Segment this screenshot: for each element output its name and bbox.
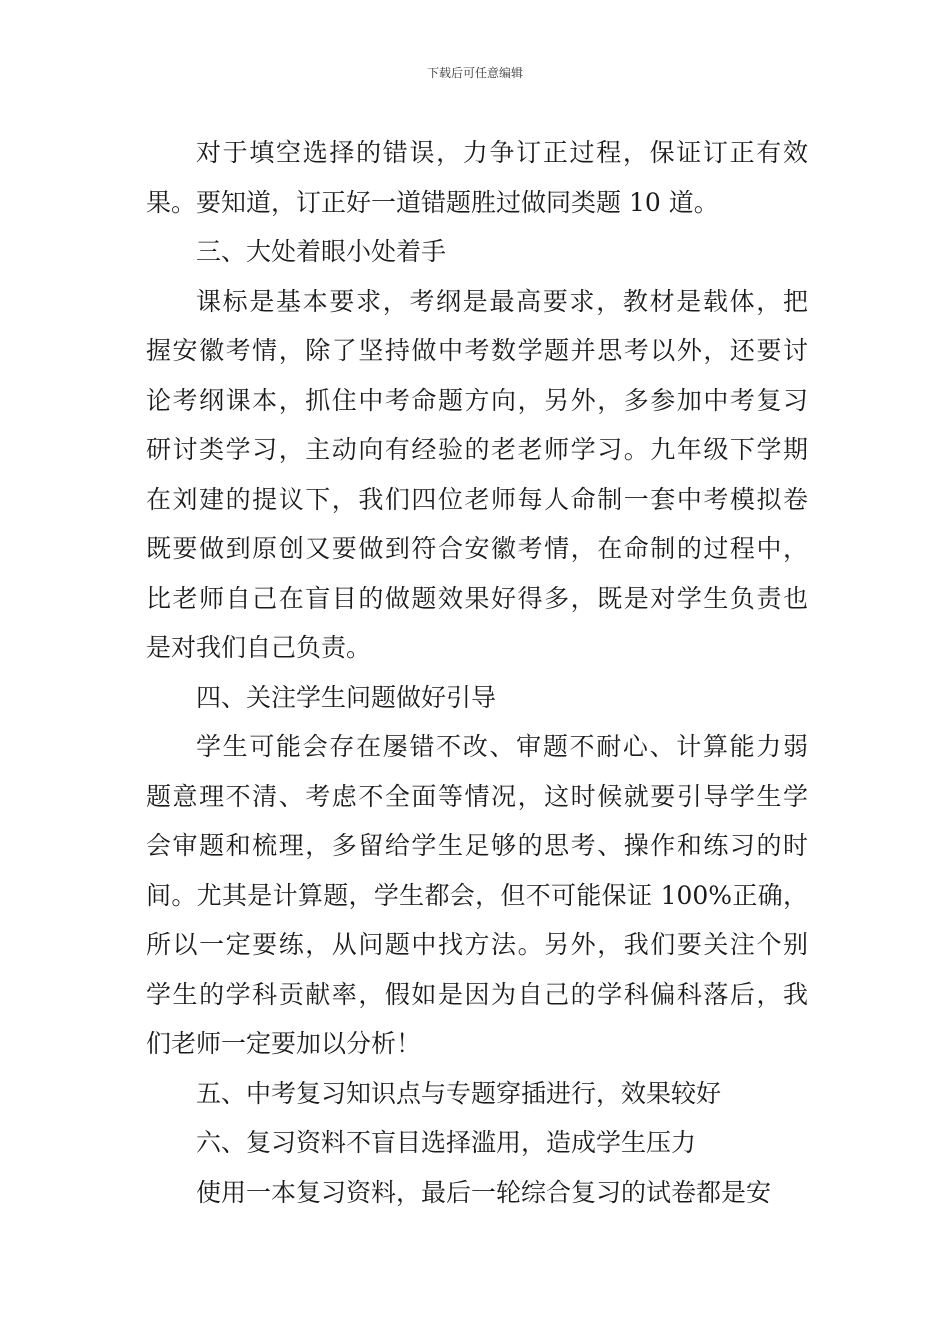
- paragraph-line: 对于填空选择的错误，力争订正过程，保证订正有效: [196, 138, 808, 167]
- paragraph-line: 使用一本复习资料，最后一轮综合复习的试卷都是安: [196, 1177, 772, 1207]
- header-note: 下载后可任意编辑: [426, 66, 523, 80]
- paragraph-line: 握安徽考情，除了坚持做中考数学题并思考以外，还要讨: [146, 336, 808, 365]
- paragraph-line: 们老师一定要加以分析！: [146, 1029, 422, 1058]
- section-heading: 五、中考复习知识点与专题穿插进行，效果较好: [196, 1078, 722, 1108]
- paragraph-line: 所以一定要练，从问题中找方法。另外，我们要关注个别: [146, 930, 808, 959]
- paragraph-line: 会审题和梳理，多留给学生足够的思考、操作和练习的时: [146, 831, 808, 860]
- document-body: [146, 128, 808, 1217]
- paragraph-line: 论考纲课本，抓住中考命题方向，另外，多参加中考复习: [146, 385, 808, 415]
- paragraph: [146, 1168, 808, 1218]
- paragraph-line: 课标是基本要求，考纲是最高要求，教材是载体，把: [196, 286, 808, 316]
- paragraph: [146, 722, 808, 1069]
- paragraph: [146, 277, 808, 673]
- paragraph-line: 果。要知道，订正好一道错题胜过做同类题 10 道。: [146, 187, 719, 217]
- paragraph-line: 是对我们自己负责。: [146, 633, 372, 662]
- paragraph-line: 研讨类学习，主动向有经验的老老师学习。九年级下学期: [146, 435, 808, 464]
- paragraph: [146, 128, 808, 227]
- paragraph-line: 比老师自己在盲目的做题效果好得多，既是对学生负责也: [146, 583, 808, 613]
- section-heading: 四、关注学生问题做好引导: [196, 682, 497, 712]
- paragraph-line: 题意理不清、考虑不全面等情况，这时候就要引导学生学: [146, 781, 808, 811]
- paragraph-line: 学生的学科贡献率，假如是因为自己的学科偏科落后，我: [146, 979, 808, 1009]
- paragraph-line: 在刘建的提议下，我们四位老师每人命制一套中考模拟卷: [146, 484, 808, 514]
- section-heading: 六、复习资料不盲目选择滥用，造成学生压力: [196, 1128, 697, 1157]
- section-heading: 三、大处着眼小处着手: [196, 237, 447, 266]
- paragraph-line: 既要做到原创又要做到符合安徽考情，在命制的过程中，: [146, 534, 808, 563]
- paragraph-line: 学生可能会存在屡错不改、审题不耐心、计算能力弱: [196, 732, 808, 761]
- paragraph-line: 间。尤其是计算题，学生都会，但不可能保证 100%正确，: [146, 880, 808, 910]
